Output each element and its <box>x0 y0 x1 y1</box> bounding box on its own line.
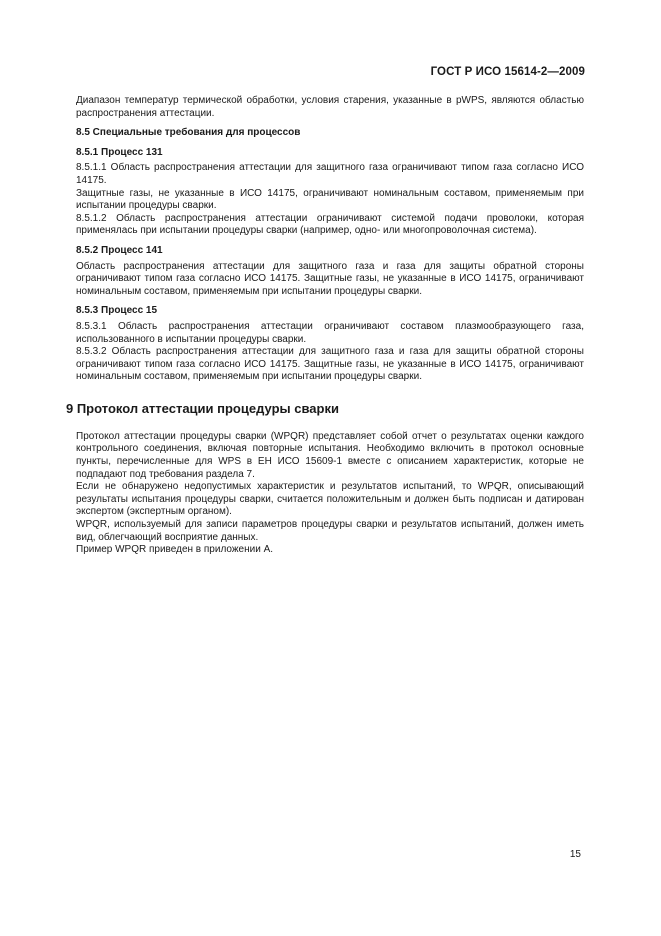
heading-section-9: 9 Протокол аттестации процедуры сварки <box>66 400 339 416</box>
paragraph-8-5-1-2: 8.5.1.2 Область распространения аттестации ограничивают системой подачи проволоки, которая применялась при испытании процедуры сварки (например, одно- или многопроволочная система). <box>76 212 584 237</box>
paragraph-8-5-3-1: 8.5.3.1 Область распространения аттестации ограничивают составом плазмообразующего газа, использованного в испытании процедуры сварки. <box>76 320 584 345</box>
paragraph-9-4: Пример WPQR приведен в приложении А. <box>76 544 274 556</box>
paragraph-9-1: Протокол аттестации процедуры сварки (WPQR) представляет собой отчет о результатах оценки каждого контрольного соединения, включая повторные испытания. Необходимо включить в протокол основные пункты, перечисленные для WPS в ЕН ИСО 15609-1 вместе с описанием характеристик, которые не подпадают под требования раздела 7. <box>76 430 584 480</box>
document-body <box>66 95 584 557</box>
paragraph-intro: Диапазон температур термической обработки, условия старения, указанные в pWPS, являются областью распространения аттестации. <box>76 95 584 119</box>
paragraph-8-5-1-1: 8.5.1.1 Область распространения аттестации для защитного газа ограничивают типом газа согласно ИСО 14175. <box>76 162 584 186</box>
heading-8-5-1: 8.5.1 Процесс 131 <box>76 146 163 158</box>
document-header: ГОСТ Р ИСО 15614-2—2009 <box>430 66 585 78</box>
paragraph-9-3: WPQR, используемый для записи параметров процедуры сварки и результатов испытаний, должен иметь вид, облегчающий восприятие данных. <box>76 519 584 543</box>
paragraph-9-2: Если не обнаружено недопустимых характеристик и результатов испытаний, то WPQR, описывающий результаты испытания процедуры сварки, считается положительным и должен быть подписан и датирован экспертом (экспертным органом). <box>76 481 584 518</box>
heading-8-5-3: 8.5.3 Процесс 15 <box>76 305 158 317</box>
heading-8-5-2: 8.5.2 Процесс 141 <box>76 244 163 256</box>
paragraph-8-5-3-2: 8.5.3.2 Область распространения аттестации для защитного газа и газа для защиты обратной стороны ограничивают типом газа согласно ИСО 14175. Защитные газы, не указанные в ИСО 14175, ограничивают номинальным составом, применяемым при испытании процедуры сварки. <box>76 346 584 383</box>
paragraph-8-5-1-1-b: Защитные газы, не указанные в ИСО 14175, ограничивают номинальным составом, применяемым при испытании процедуры сварки. <box>76 187 584 212</box>
page-number: 15 <box>569 849 581 860</box>
paragraph-8-5-2: Область распространения аттестации для защитного газа и газа для защиты обратной стороны ограничивают типом газа согласно ИСО 14175. Защитные газы, не указанные в ИСО 14175, ограничивают номинальным составом, применяемым при испытании процедуры сварки. <box>76 260 584 297</box>
heading-8-5: 8.5 Специальные требования для процессов <box>76 127 301 139</box>
